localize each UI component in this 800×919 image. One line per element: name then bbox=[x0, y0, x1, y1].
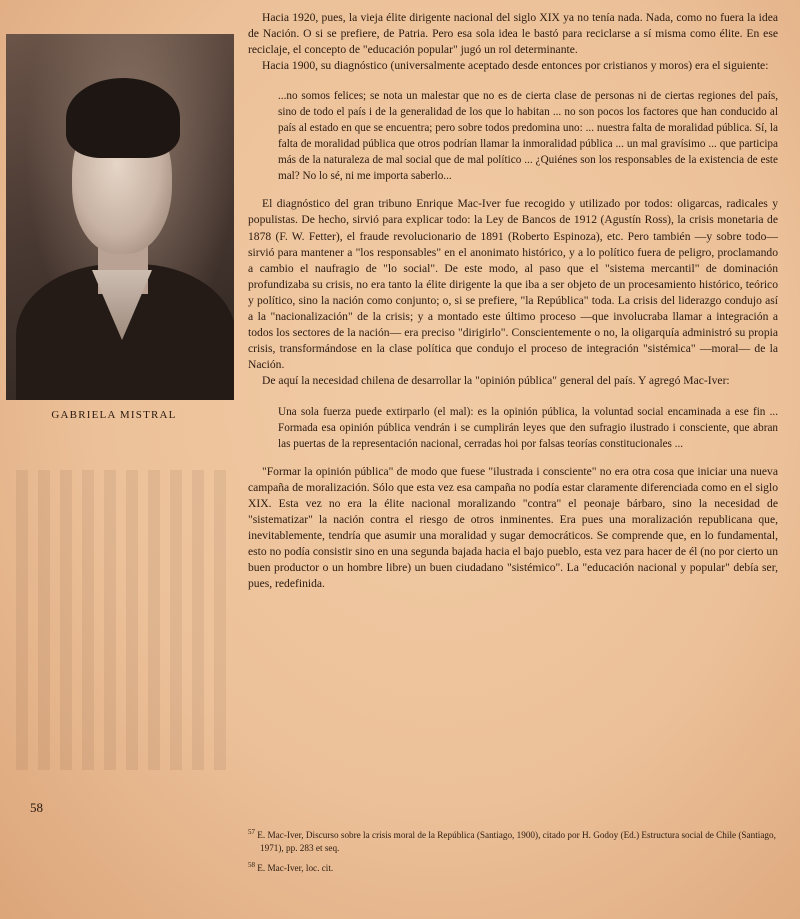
footnote bbox=[248, 859, 778, 875]
portrait-photo bbox=[6, 34, 234, 400]
block-quote-1: ...no somos felices; se nota un malestar que no es de cierta clase de personas ni de ciertas regiones del país, sino de todo el país i de la generalidad de los que lo habitan ... no son pocos los factores que han conducido al país al estado en que se encuentra; pero sobre todos predomina uno: ... nuestra falta de moralidad pública. Sí, la falta de moralidad pública que otros podrían llamar la inmoralidad pública ... un mal gravísimo ... que participa más de la naturaleza de mal social que de mal político ... ¿Quiénes son los responsables de la existencia de este mal? No lo sé, ni me importa saberlo... bbox=[278, 90, 778, 183]
footnote-mark: 58 bbox=[248, 861, 255, 870]
paragraph-1: Hacia 1920, pues, la vieja élite dirigente nacional del siglo XIX ya no tenía nada. Nada, como no fuera la idea de Nación. O si se prefiere, de Patria. Pero esa sola idea le bastó para reciclarse a sí misma como élite. En ese reciclaje, el concepto de "educación popular" jugó un rol determinante. bbox=[248, 11, 778, 57]
body-text bbox=[248, 10, 778, 592]
paragraph-5: "Formar la opinión pública" de modo que fuese "ilustrada i consciente" no era otra cosa que iniciar una nueva campaña de moralización. Sólo que esta vez esa campaña no podía estar claramente diferenciada como en el siglo XIX. Esta vez no era la élite nacional moralizando "contra" el peonaje bárbaro, sino la necesidad de "sistematizar" la nación contra el riesgo de otros inminentes. Era pues una moralización republicana que, inevitablemente, tendría que asumir una moralidad y sugar democráticos. Se comprende que, en lo fundamental, esto no podía consistir sino en una segunda bajada hacia el bajo pueblo, esta vez para hacer de él (no por cierto un buen productor o un hombre libre) un buen ciudadano "sistémico". La "educación nacional y popular" debía ser, pues, redefinida. bbox=[248, 464, 778, 591]
photo-caption: GABRIELA MISTRAL bbox=[51, 409, 177, 421]
bleed-through-shadow bbox=[16, 470, 226, 770]
paragraph-4: De aquí la necesidad chilena de desarrollar la "opinión pública" general del país. Y agregó Mac-Iver: bbox=[262, 374, 730, 388]
block-quote-2: Una sola fuerza puede extirparlo (el mal): es la opinión pública, la voluntad social encaminada a ese fin ... Formada esa opinión pública vendrán i se cumplirán leyes que den sufragio ilustrado i consciente, que abran las puertas de la representación nacional, cerradas hoi por falsas teorías constitucionales ... bbox=[278, 405, 778, 450]
footnote-text: E. Mac-Iver, loc. cit. bbox=[257, 863, 334, 874]
footnotes bbox=[248, 826, 778, 879]
paragraph-2: Hacia 1900, su diagnóstico (universalmente aceptado desde entonces por cristianos y moros) era el siguiente: bbox=[262, 59, 769, 73]
footnote bbox=[248, 826, 778, 855]
footnote-text: E. Mac-Iver, Discurso sobre la crisis moral de la República (Santiago, 1900), citado por H. Godoy (Ed.) Estructura social de Chile (Santiago, 1971), pp. 283 et seq. bbox=[257, 830, 776, 854]
footnote-mark: 57 bbox=[248, 828, 255, 836]
paragraph-3: El diagnóstico del gran tribuno Enrique Mac-Iver fue recogido y utilizado por todos: oligarcas, radicales y populistas. De hecho, sirvió para explicar todo: la Ley de Bancos de 1912 (Agustín Ross), la crisis monetaria de 1878 (F. W. Fetter), el fraude revolucionario de 1891 (Roberto Espinoza), etc. Pero también —y sobre todo— sirvió para mantener a "los responsables" en el anonimato histórico, y a lo político fuera de peligro, proclamando a cambio el naufragio de "lo social". De este modo, al paso que el "sistema mercantil" de dominación profundizaba su crisis, no era tanto la élite dirigente la que iba a ser objeto de un procesamiento histórico, teórico y político, sino la nación como conjunto; o, si se prefiere, "la República" toda. La crisis del liderazgo condujo así a la "nacionalización" de la crisis; y a montado este último proceso —que involucraba llamar a integración a todos los sectores de la nación— era preciso "dirigirlo". Conscientemente o no, la oligarquía administró su propia crisis, transformándose en la clase política que condujo el proceso de integración "sistémica" —moral— de la Nación. bbox=[248, 197, 778, 372]
page-number: 58 bbox=[30, 800, 43, 815]
